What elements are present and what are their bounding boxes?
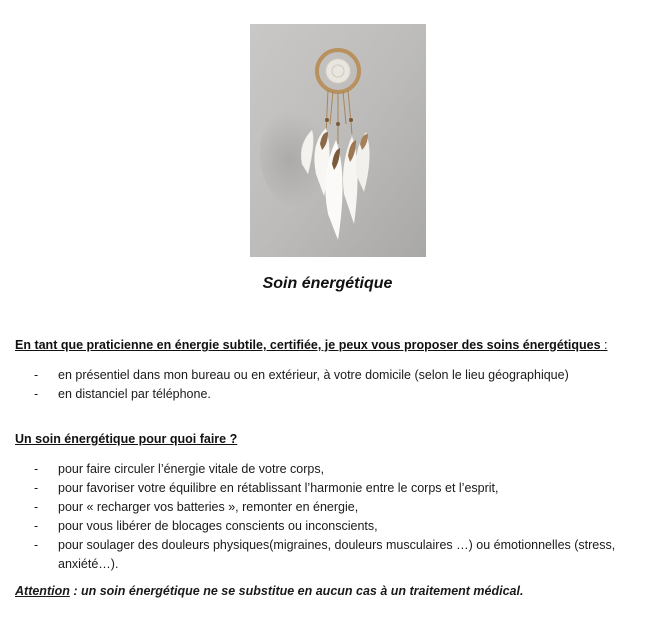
- list-item: - pour faire circuler l’énergie vitale de votre corps,: [0, 460, 648, 479]
- bullet-dash: -: [34, 481, 39, 495]
- bullet-dash: -: [34, 387, 39, 401]
- list-benefits: [0, 460, 648, 574]
- bullet-dash: -: [34, 462, 39, 476]
- list-item: - pour vous libérer de blocages conscients ou inconscients,: [0, 517, 648, 536]
- list-item: - en distanciel par téléphone.: [0, 385, 648, 404]
- page-title: Soin énergétique: [262, 275, 393, 292]
- bullet-dash: -: [34, 519, 39, 533]
- attention-label: Attention: [15, 584, 70, 598]
- dreamcatcher-photo: [250, 24, 426, 257]
- attention-note: Attention : un soin énergétique ne se substitue en aucun cas à un traitement médical.: [15, 584, 524, 598]
- list-session-modes: [0, 366, 648, 404]
- list-item: - pour favoriser votre équilibre en rétablissant l’harmonie entre le corps et l’esprit,: [0, 479, 648, 498]
- list-item: - pour soulager des douleurs physiques(migraines, douleurs musculaires …) ou émotionnelles (stress, anxiété…).: [34, 538, 616, 571]
- list-item: - pour « recharger vos batteries », remonter en énergie,: [0, 498, 648, 517]
- section-heading-practitioner: En tant que praticienne en énergie subtile, certifiée, je peux vous proposer des soins énergétiques :: [15, 338, 608, 352]
- bullet-dash: -: [34, 368, 39, 382]
- bullet-dash: -: [34, 538, 39, 552]
- list-item: - en présentiel dans mon bureau ou en extérieur, à votre domicile (selon le lieu géographique): [0, 366, 648, 385]
- bullet-dash: -: [34, 500, 39, 514]
- section-heading-purpose: Un soin énergétique pour quoi faire ?: [15, 432, 238, 446]
